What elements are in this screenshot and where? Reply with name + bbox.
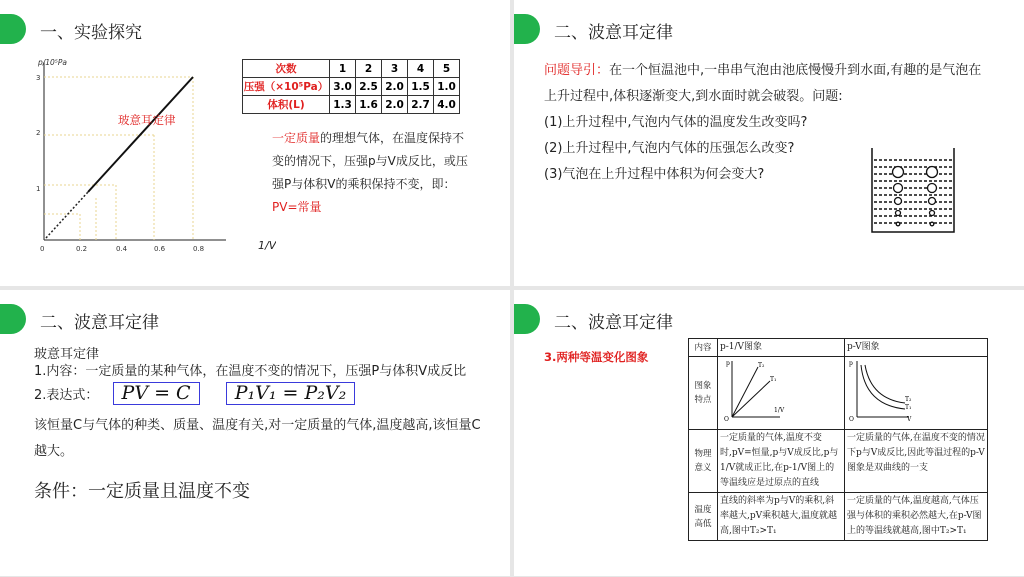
cell: 一定质量的气体,温度越高,气体压强与体积的乘积必然越大,在p-V图上的等温线就越高,图中T₂>T₁ bbox=[845, 493, 988, 541]
svg-text:T₁: T₁ bbox=[770, 376, 777, 383]
p-invV-mini-graph bbox=[718, 357, 845, 430]
line-label: 玻意耳定律 bbox=[118, 113, 176, 127]
table-header-row bbox=[689, 339, 988, 357]
cell: 3 bbox=[382, 60, 408, 78]
law-content bbox=[34, 346, 484, 503]
law-description: 一定质量的理想气体，在温度保持不变的情况下，压强p与V成反比，或压强P与体积V的乘积保持不变，即：PV=常量 bbox=[272, 131, 468, 214]
x-tick: 0.4 bbox=[116, 245, 128, 253]
lead-text: 在一个恒温池中,一串串气泡由池底慢慢升到水面,有趣的是气泡在上升过程中,体积逐渐变大,到水面时就会破裂。问题: bbox=[544, 63, 982, 104]
table-row bbox=[243, 60, 460, 78]
cell: 一定质量的气体,在温度不变的情况下p与V成反比,因此等温过程的p-V图象是双曲线的一支 bbox=[845, 430, 988, 493]
title-marker bbox=[0, 304, 26, 334]
cell: 4.0 bbox=[434, 96, 460, 114]
svg-text:T₁: T₁ bbox=[905, 404, 912, 411]
table-row bbox=[689, 493, 988, 541]
cell: 3.0 bbox=[330, 78, 356, 96]
cell: 1.6 bbox=[356, 96, 382, 114]
table-row bbox=[689, 430, 988, 493]
formula-pv-c: PV = C bbox=[113, 382, 200, 405]
lead-label: 问题导引： bbox=[544, 63, 610, 78]
constant-note: 该恒量C与气体的种类、质量、温度有关,对一定质量的气体,温度越高,该恒量C越大。 bbox=[34, 418, 481, 459]
cell: 直线的斜率为p与V的乘积,斜率越大,pV乘积越大,温度就越高,图中T₂>T₁ bbox=[718, 493, 845, 541]
slide-question bbox=[514, 0, 1024, 286]
p-V-mini-graph bbox=[845, 357, 988, 430]
slide-isothermal-graphs bbox=[514, 290, 1024, 576]
law-heading: 玻意耳定律 bbox=[34, 347, 100, 362]
comparison-table bbox=[688, 338, 988, 541]
section-subtitle: 3.两种等温变化图象 bbox=[544, 350, 649, 364]
svg-text:V: V bbox=[907, 416, 912, 423]
question-item: (1)上升过程中,气泡内气体的温度发生改变吗? bbox=[544, 115, 808, 130]
cell: 2.7 bbox=[408, 96, 434, 114]
table-row bbox=[689, 357, 988, 430]
svg-text:O: O bbox=[849, 416, 854, 423]
cell: 2 bbox=[356, 60, 382, 78]
question-item: (2)上升过程中,气泡内气体的压强怎么改变? bbox=[544, 141, 795, 156]
cell: 1.5 bbox=[408, 78, 434, 96]
cell: 2.5 bbox=[356, 78, 382, 96]
x-tick: 0.2 bbox=[76, 245, 88, 253]
y-tick: 2 bbox=[36, 129, 41, 137]
y-tick: 1 bbox=[36, 185, 41, 193]
expression-label: 2.表达式： bbox=[34, 388, 99, 403]
x-tick: 0.6 bbox=[154, 245, 166, 253]
title-marker bbox=[514, 14, 540, 44]
svg-text:p: p bbox=[849, 360, 853, 367]
row-header: 图象特点 bbox=[689, 357, 718, 430]
bubble-tank-illustration bbox=[870, 146, 956, 236]
cell: 2.0 bbox=[382, 78, 408, 96]
cell: 1.3 bbox=[330, 96, 356, 114]
slide-experiment bbox=[0, 0, 510, 286]
row-header: 温度高低 bbox=[689, 493, 718, 541]
title-marker bbox=[0, 14, 26, 44]
cell: 1.0 bbox=[434, 78, 460, 96]
extrapolated-line bbox=[46, 192, 88, 238]
cell: 2.0 bbox=[382, 96, 408, 114]
formula-p1v1-p2v2: P₁V₁ = P₂V₂ bbox=[226, 382, 355, 405]
measurement-table bbox=[242, 59, 460, 114]
header-cell: p-1/V图象 bbox=[718, 339, 845, 357]
law-statement: 1.内容：一定质量的某种气体，在温度不变的情况下，压强P与体积V成反比 bbox=[34, 364, 467, 379]
slide-title: 一、实验探究 bbox=[40, 23, 142, 43]
row-header: 次数 bbox=[243, 60, 330, 78]
cell: 1 bbox=[330, 60, 356, 78]
isotherm-line bbox=[88, 77, 193, 192]
y-axis-label: p/10⁵Pa bbox=[38, 58, 67, 67]
slide-title: 二、波意耳定律 bbox=[554, 23, 673, 43]
row-header: 体积(L) bbox=[243, 96, 330, 114]
p-invV-graph bbox=[26, 52, 276, 262]
svg-text:1/V: 1/V bbox=[774, 407, 785, 414]
x-axis-label: 1/V bbox=[258, 239, 276, 252]
row-header: 物理意义 bbox=[689, 430, 718, 493]
table-row bbox=[243, 78, 460, 96]
slide-title: 二、波意耳定律 bbox=[554, 313, 673, 333]
slide-title: 二、波意耳定律 bbox=[40, 313, 159, 333]
svg-text:O: O bbox=[724, 416, 729, 423]
title-marker bbox=[514, 304, 540, 334]
question-item: (3)气泡在上升过程中体积为何会变大? bbox=[544, 167, 765, 182]
slide-boyle-law bbox=[0, 290, 510, 576]
table-row bbox=[243, 96, 460, 114]
svg-text:T₂: T₂ bbox=[758, 362, 765, 369]
cell: 4 bbox=[408, 60, 434, 78]
cell: 5 bbox=[434, 60, 460, 78]
header-cell: 内容 bbox=[689, 339, 718, 357]
svg-text:p: p bbox=[726, 360, 730, 367]
header-cell: p-V图象 bbox=[845, 339, 988, 357]
svg-text:T₂: T₂ bbox=[905, 396, 912, 403]
y-tick: 3 bbox=[36, 74, 41, 82]
x-tick: 0.8 bbox=[193, 245, 205, 253]
condition: 条件：一定质量且温度不变 bbox=[34, 481, 250, 502]
cell: 一定质量的气体,温度不变时,pV=恒量,p与V成反比,p与1/V就成正比,在p-1/V图上的等温线应是过原点的直线 bbox=[718, 430, 845, 493]
row-header: 压强（×10⁵Pa） bbox=[243, 78, 330, 96]
origin-label: 0 bbox=[40, 245, 45, 253]
